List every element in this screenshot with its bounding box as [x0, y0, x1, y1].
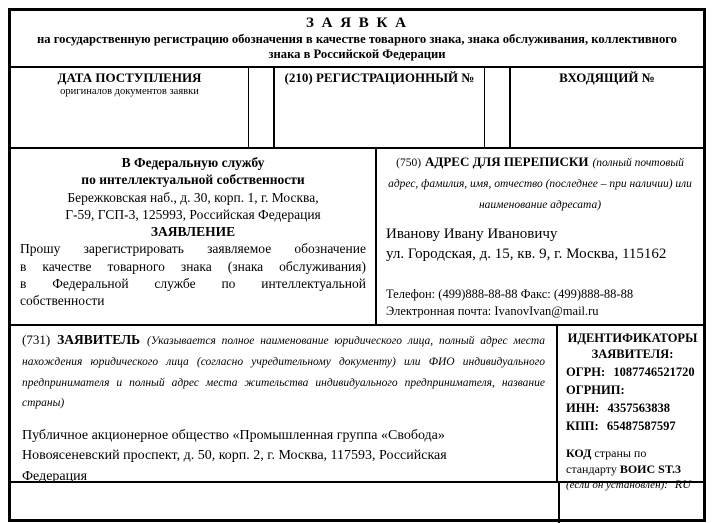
- phone-label: Телефон:: [386, 287, 436, 302]
- applicant-header: [22, 330, 545, 413]
- email-line: [386, 303, 694, 320]
- form-subtitle-line-1: на государственную регистрацию обозначения в качестве товарного знака, знака обслуживания, коллективного: [37, 32, 677, 46]
- form-subtitle-line-2: знака в Российской Федерации: [268, 47, 446, 62]
- ogrnip-row: [566, 381, 699, 399]
- statement-paragraph: [20, 240, 366, 309]
- identifiers-heading-line-2: ЗАЯВИТЕЛЯ:: [591, 347, 674, 362]
- form-header: [11, 15, 703, 68]
- federal-service-name-line-2: по интеллектуальной собственности: [81, 172, 305, 188]
- applicant-address-line-1: Новоясеневский проспект, д. 50, корп. 2, г. Москва, 117593, Российская: [22, 448, 447, 464]
- date-received-sublabel: оригиналов документов заявки: [60, 86, 199, 97]
- correspondence-code: (750): [396, 157, 422, 169]
- correspondence-label: АДРЕС ДЛЯ ПЕРЕПИСКИ: [425, 154, 589, 169]
- kpp-value: 65487587597: [606, 418, 676, 433]
- correspondence-spacer: [386, 264, 694, 286]
- federal-service-address-line-1: Бережковская наб., д. 30, корп. 1, г. Москва,: [67, 189, 319, 205]
- statement-line-1: Прошу зарегистрировать заявляемое обозначение: [20, 241, 366, 257]
- country-code-text: страны по стандарту: [566, 446, 647, 476]
- reception-gap-left: [249, 68, 273, 147]
- incoming-number-cell: [509, 68, 703, 147]
- reception-row: [11, 68, 703, 149]
- federal-service-cell: [11, 149, 377, 324]
- country-code-word: КОД: [566, 446, 592, 460]
- inn-row: [566, 399, 699, 417]
- ogrn-label: ОГРН:: [566, 364, 606, 379]
- trademark-application-form: [8, 8, 706, 522]
- fax-label: Факс:: [520, 287, 551, 302]
- ogrn-value: 1087746521720: [613, 364, 695, 379]
- email-value: IvanovIvan@mail.ru: [494, 304, 599, 319]
- applicant-code: (731): [22, 332, 51, 347]
- ogrnip-label: ОГРНИП:: [566, 382, 625, 397]
- statement-line-3: в Федеральной службе по интеллектуальной: [20, 275, 366, 291]
- inn-value: 4357563838: [607, 400, 670, 415]
- wipo-standard-label: ВОИС ST.3: [619, 461, 681, 476]
- reception-gap-right: [485, 68, 509, 147]
- applicant-cell: [11, 326, 558, 484]
- registration-number-label: (210) РЕГИСТРАЦИОННЫЙ №: [284, 70, 475, 85]
- country-code-value: RU: [674, 477, 691, 492]
- applicant-row: [11, 326, 703, 492]
- applicant-note: (Указывается полное наименование юридического лица, полный адрес места нахождения юридического лица (согласно учредительному документу) или ФИО индивидуального предпринимателя и полный адрес места жительства индивидуального предпринимателя, название страны): [22, 335, 546, 410]
- kpp-label: КПП:: [566, 418, 599, 433]
- correspondence-address-cell: [377, 149, 703, 324]
- incoming-number-label: ВХОДЯЩИЙ №: [559, 70, 655, 85]
- phone-value: (499)888-88-88: [438, 287, 518, 302]
- correspondence-addressee: Иванову Ивану Ивановичу: [386, 226, 558, 243]
- correspondence-header: [386, 152, 694, 214]
- statement-line-2: в качестве товарного знака (знака обслуживания): [20, 258, 366, 274]
- ogrn-row: [566, 363, 699, 381]
- correspondence-note: (полный почтовый адрес, фамилия, имя, отчество (последнее – при наличии) или наименование адресата): [388, 157, 692, 211]
- office-correspondence-row: [11, 149, 703, 326]
- next-row-partial: [11, 483, 703, 523]
- statement-heading: ЗАЯВЛЕНИЕ: [150, 224, 236, 240]
- next-row-left-cell: [11, 483, 560, 523]
- next-row-right-cell: [560, 483, 703, 523]
- form-title: З А Я В К А: [305, 15, 409, 31]
- correspondence-address-value: ул. Городская, д. 15, кв. 9, г. Москва, 115162: [386, 245, 667, 262]
- fax-value: (499)888-88-88: [553, 287, 634, 302]
- applicant-identifiers-cell: [558, 326, 703, 492]
- correspondence-contacts: [386, 286, 694, 320]
- date-received-label: ДАТА ПОСТУПЛЕНИЯ: [57, 70, 202, 85]
- country-code-note: (если он установлен):: [566, 479, 668, 492]
- kpp-row: [566, 417, 699, 435]
- statement-line-4: собственности: [20, 293, 105, 309]
- applicant-address-line-2: Федерация: [22, 468, 88, 484]
- applicant-name: Публичное акционерное общество «Промышленная группа «Свобода»: [22, 428, 445, 444]
- date-received-cell: [11, 68, 249, 147]
- federal-service-name-line-1: В Федеральную службу: [121, 155, 265, 170]
- identifiers-heading-line-1: ИДЕНТИФИКАТОРЫ: [567, 331, 698, 345]
- federal-service-address-line-2: Г-59, ГСП-3, 125993, Российская Федерация: [65, 206, 321, 222]
- registration-number-cell: [273, 68, 485, 147]
- email-label: Электронная почта:: [386, 304, 492, 319]
- applicant-label: ЗАЯВИТЕЛЬ: [57, 332, 141, 347]
- phone-fax-line: [386, 286, 694, 303]
- inn-label: ИНН:: [566, 400, 600, 415]
